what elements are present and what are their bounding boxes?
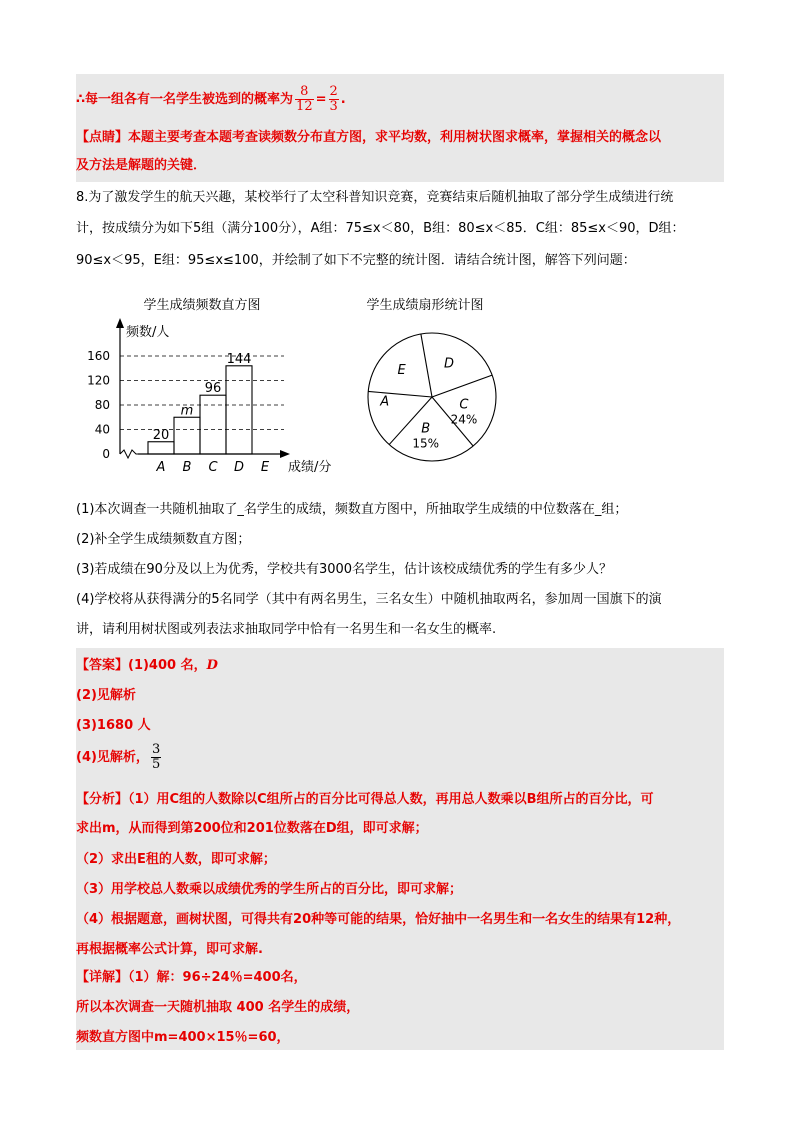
bar-D bbox=[226, 366, 252, 454]
x-tick-E: E bbox=[260, 460, 270, 475]
y-tick-80: 80 bbox=[94, 398, 110, 412]
a4-num: 3 bbox=[151, 742, 161, 757]
answer-3: (3)1680 人 bbox=[76, 718, 151, 733]
y-tick-0: 0 bbox=[102, 447, 110, 461]
subquestion-1: (1)本次调查一共随机抽取了_名学生的成绩，频数直方图中，所抽取学生成绩的中位数落在_组； bbox=[76, 502, 628, 517]
analysis-line-5: （4）根据题意，画树状图，可得共有20种等可能的结果，恰好抽中一名男生和一名女生的结果有12种， bbox=[76, 912, 681, 927]
period: . bbox=[340, 92, 346, 107]
pie-label-A: A bbox=[380, 394, 390, 410]
pie-title: 学生成绩扇形统计图 bbox=[366, 298, 484, 313]
detail-line-1: 【详解】（1）解：96÷24％=400名， bbox=[76, 970, 307, 985]
bar-label-C: 96 bbox=[204, 381, 222, 397]
pie-divider-5 bbox=[368, 391, 432, 397]
probability-conclusion bbox=[76, 80, 724, 120]
detail-line-3: 频数直方图中m=400×15％=60， bbox=[76, 1030, 290, 1045]
a4-den: 5 bbox=[151, 757, 161, 772]
histogram-title: 学生成绩频数直方图 bbox=[143, 298, 261, 313]
analysis-line-4: （3）用学校总人数乘以成绩优秀的学生所占的百分比，即可求解； bbox=[76, 882, 463, 897]
bar-label-A: 20 bbox=[152, 427, 170, 443]
analysis-line-3: （2）求出E租的人数，即可求解； bbox=[76, 852, 276, 867]
bar-C bbox=[200, 395, 226, 454]
answer-1-text: 【答案】(1)400 名， bbox=[76, 658, 207, 673]
pie-percent-C: 24% bbox=[450, 412, 478, 427]
frac1-den: 12 bbox=[296, 99, 313, 114]
question-line-2: 计，按成绩分为如下5组（满分100分），A组：75≤x＜80，B组：80≤x＜85．C组：85≤x＜90，D组： bbox=[76, 221, 685, 236]
subquestion-4: (4)学校将从获得满分的5名同学（其中有两名男生，三名女生）中随机抽取两名，参加周一国旗下的演 bbox=[76, 592, 662, 607]
bar-label-B: m bbox=[180, 403, 194, 419]
analysis-line-1: 【分析】（1）用C组的人数除以C组所占的百分比可得总人数，再用总人数乘以B组所占的百分比，可 bbox=[76, 792, 654, 807]
y-tick-40: 40 bbox=[94, 422, 110, 437]
question-line-1: 8.为了激发学生的航天兴趣，某校举行了太空科普知识竞赛，竞赛结束后随机抽取了部分学生成绩进行统 bbox=[76, 190, 674, 205]
y-axis-arrow bbox=[116, 318, 124, 328]
charts-figure bbox=[0, 290, 800, 490]
bar-A bbox=[148, 442, 174, 454]
analysis-line-6: 再根据概率公式计算，即可求解. bbox=[76, 942, 263, 957]
answer-1 bbox=[76, 652, 724, 680]
subquestion-3: (3)若成绩在90分及以上为优秀，学校共有3000名学生，估计该校成绩优秀的学生有多少人？ bbox=[76, 562, 613, 577]
pie-percent-B: 15% bbox=[412, 436, 440, 451]
pie-label-D: D bbox=[443, 356, 455, 372]
pie-divider-1 bbox=[421, 334, 432, 397]
x-tick-D: D bbox=[233, 460, 245, 475]
note-line-2: 及方法是解题的关键． bbox=[76, 158, 207, 173]
frac2-num: 2 bbox=[329, 84, 338, 99]
subquestion-2: (2)补全学生成绩频数直方图； bbox=[76, 532, 251, 547]
equals-sign: = bbox=[315, 92, 327, 107]
fraction-3-5 bbox=[151, 743, 161, 772]
y-axis-label: 频数/人 bbox=[126, 325, 170, 340]
x-tick-B: B bbox=[182, 460, 192, 475]
frac2-den: 3 bbox=[329, 99, 338, 114]
x-tick-C: C bbox=[208, 460, 218, 475]
frac1-num: 8 bbox=[295, 85, 314, 100]
bar-B bbox=[174, 417, 200, 454]
pie-label-C: C bbox=[459, 397, 469, 413]
fraction-8-12 bbox=[295, 85, 314, 114]
subquestion-4-cont: 讲，请利用树状图或列表法求抽取同学中恰有一名男生和一名女生的概率. bbox=[76, 622, 497, 637]
answer-4 bbox=[76, 738, 724, 778]
analysis-line-2: 求出m，从而得到第200位和201位数落在D组，即可求解； bbox=[76, 821, 428, 836]
y-tick-120: 120 bbox=[87, 373, 110, 388]
bar-label-D: 144 bbox=[226, 351, 252, 367]
fraction-2-3 bbox=[329, 85, 339, 114]
answer-4-text: (4)见解析， bbox=[76, 750, 149, 765]
y-tick-160: 160 bbox=[87, 349, 110, 363]
pie-divider-2 bbox=[432, 375, 492, 397]
x-tick-A: A bbox=[156, 460, 166, 475]
answer-1-group: D bbox=[206, 658, 218, 673]
note-line-1: 【点睛】本题主要考查本题考查读频数分布直方图，求平均数，利用树状图求概率，掌握相关的概念以 bbox=[76, 130, 662, 145]
pie-label-E: E bbox=[397, 363, 406, 379]
axis-break-zigzag bbox=[120, 450, 138, 458]
detail-line-2: 所以本次调查一天随机抽取 400 名学生的成绩， bbox=[76, 1000, 360, 1015]
answer-2: (2)见解析 bbox=[76, 688, 136, 703]
x-axis-arrow bbox=[280, 450, 290, 458]
x-axis-label: 成绩/分 bbox=[288, 460, 332, 475]
pie-label-B: B bbox=[421, 421, 431, 437]
conclusion-text: ∴每一组各有一名学生被选到的概率为 bbox=[76, 92, 294, 107]
question-line-3: 90≤x＜95，E组：95≤x≤100，并绘制了如下不完整的统计图．请结合统计图，解答下列问题： bbox=[76, 253, 636, 268]
